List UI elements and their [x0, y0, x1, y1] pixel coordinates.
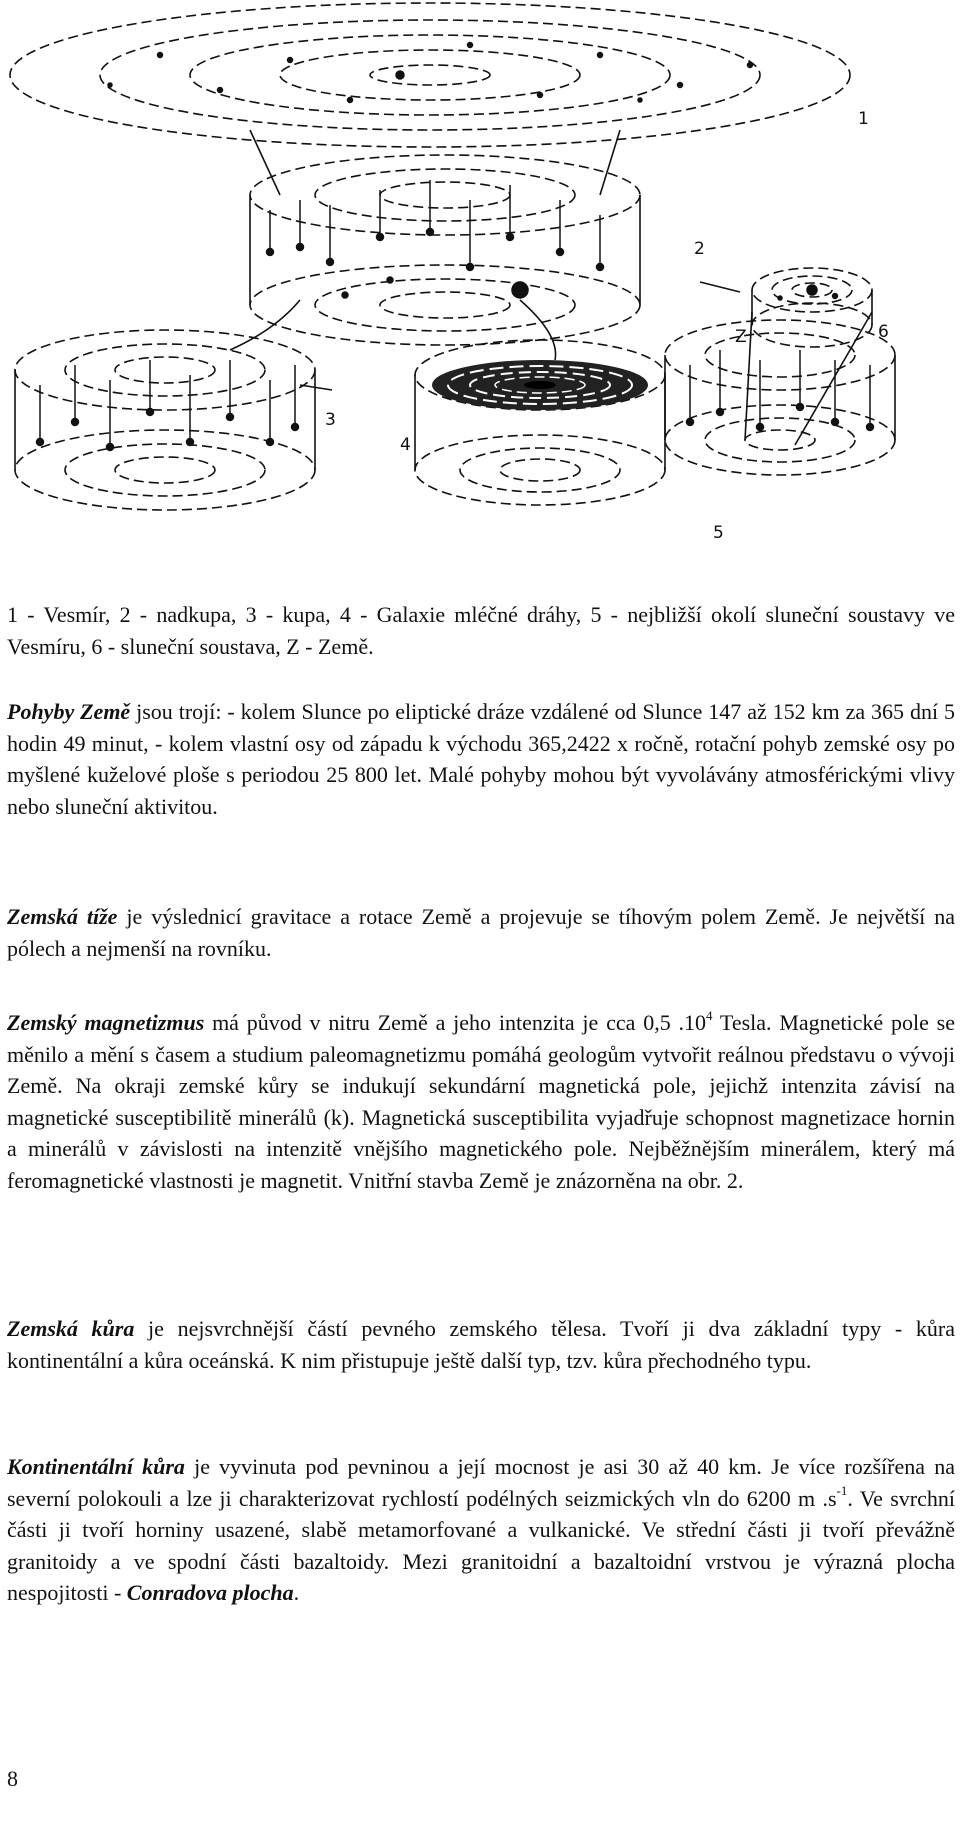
paragraph-lead: Kontinentální kůra	[7, 1454, 185, 1479]
universe-hierarchy-figure	[0, 0, 960, 580]
paragraph-end: .	[293, 1580, 300, 1605]
page-number: 8	[7, 1766, 18, 1791]
paragraph-lead: Zemská tíže	[7, 904, 118, 929]
paragraph-kontinentalni-kura	[7, 1451, 955, 1609]
paragraph-lead: Pohyby Země	[7, 699, 131, 724]
figure-label-5: 5	[713, 523, 724, 543]
figure-label-6: 6	[878, 322, 889, 342]
paragraph-zemska-kura	[7, 1313, 955, 1376]
paragraph-body-continued: . Ve svrchní části ji tvoří horniny usazené, slabě metamorfované a vulkanické. Ve střední části ji tvoří převážně granitoidy a ve spodní části bazaltoidy. Mezi granitoidní a bazaltoidní vrstvou je výrazná plocha nespojitosti -	[7, 1485, 955, 1605]
milky-way-galaxy	[432, 360, 648, 410]
paragraph-zemsky-magnetizmus	[7, 1007, 955, 1196]
exponent: -1	[836, 1483, 848, 1499]
paragraph-lead: Zemský magnetizmus	[7, 1010, 205, 1035]
conradova-plocha-term: Conradova plocha	[126, 1580, 294, 1605]
paragraph-zemska-tize	[7, 901, 955, 964]
caption-text: 1 - Vesmír, 2 - nadkupa, 3 - kupa, 4 - Galaxie mléčné dráhy, 5 - nejbližší okolí sluneční soustavy ve Vesmíru, 6 - sluneční soustava, Z - Země.	[7, 602, 955, 659]
universe-disc	[10, 3, 850, 147]
solar-neighbourhood-cylinder	[665, 320, 895, 475]
paragraph-body: je vyvinuta pod pevninou a její mocnost je asi 30 až 40 km. Je více rozšířena na severní polokouli a lze ji charakterizovat rychlostí podélných seizmických vln do 6200 m .s	[7, 1454, 955, 1511]
paragraph-lead: Zemská kůra	[7, 1316, 135, 1341]
paragraph-body: je výslednicí gravitace a rotace Země a projevuje se tíhovým polem Země. Je největší na pólech a nejmenší na rovníku.	[7, 904, 955, 961]
paragraph-pohyby-zeme	[7, 696, 955, 822]
paragraph-body-continued: Tesla. Magnetické pole se měnilo a mění s časem a studium paleomagnetizmu pomáhá geologům vytvořit reálnou představu o vývoji Země. Na okraji zemské kůry se indukují sekundární magnetická pole, jejichž intenzita závisí na magnetické susceptibilitě minerálů (k). Magnetická susceptibilita vyjadřuje schopnost magnetizace hornin a minerálů v závislosti na intenzitě vnějšího magnetického pole. Nejběžnějším minerálem, který má feromagnetické vlastnosti je magnetit. Vnitřní stavba Země je znázorněna na obr. 2.	[7, 1010, 955, 1193]
figure-caption	[7, 599, 955, 662]
supercluster-cylinder	[250, 155, 640, 345]
paragraph-body: jsou trojí: - kolem Slunce po eliptické dráze vzdálené od Slunce 147 až 152 km za 365 dní 5 hodin 49 minut, - kolem vlastní osy od západu k východu 365,2422 x ročně, rotační pohyb zemské osy po myšlené kuželové ploše s periodou 25 800 let. Malé pohyby mohou být vyvolávány atmosférickými vlivy nebo sluneční aktivitou.	[7, 699, 955, 819]
figure-label-4: 4	[400, 435, 411, 455]
figure-label-2: 2	[694, 239, 705, 259]
paragraph-body: je nejsvrchnější částí pevného zemského tělesa. Tvoří ji dva základní typy - kůra kontinentální a kůra oceánská. K nim přistupuje ještě další typ, tzv. kůra přechodného typu.	[7, 1316, 955, 1373]
figure-label-z: Z	[735, 327, 747, 347]
figure-label-1: 1	[858, 109, 869, 129]
exponent: 4	[706, 1007, 713, 1023]
figure-label-3: 3	[325, 410, 336, 430]
paragraph-body: má původ v nitru Země a jeho intenzita je cca 0,5 .10	[204, 1010, 707, 1035]
